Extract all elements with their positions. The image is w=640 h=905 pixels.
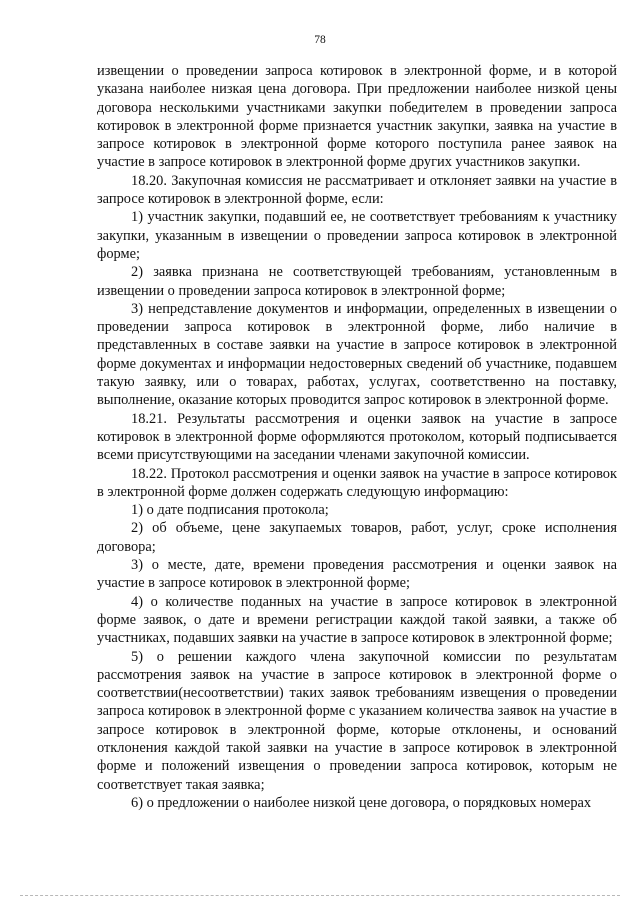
list-item-18-22-1: 1) о дате подписания протокола;: [131, 502, 329, 519]
paragraph-continuation: извещении о проведении запроса котировок в электронной форме, и в которой указана наиболее низкая цена договора. При предложении наиболее низкой цены договора несколькими участниками закупки победителем в проведении запроса котировок в электронной форме признается участник закупки, заявка на участие в запросе котировок в электронной форме которого поступила ранее заявок на участие в запросе котировок в электронной форме других участников закупки.: [97, 63, 617, 171]
paragraph-18-21: 18.21. Результаты рассмотрения и оценки заявок на участие в запросе котировок в электронной форме оформляются протоколом, который подписывается всеми присутствующими на заседании членами закупочной комиссии.: [97, 410, 617, 464]
list-item-18-22-4: 4) о количестве поданных на участие в запросе котировок в электронной форме заявок, о дате и времени регистрации каждой такой заявки, а также об участниках, подавших заявки на участие в запросе котировок в электронной форме;: [97, 593, 617, 647]
list-item-18-20-2: 2) заявка признана не соответствующей требованиям, установленным в извещении о проведении запроса котировок в электронной форме;: [97, 264, 617, 299]
list-item-18-20-3: 3) непредставление документов и информации, определенных в извещении о проведении запроса котировок в электронной форме, либо наличие в представленных в составе заявки на участие в запросе котировок в электронной форме документах и информации недостоверных сведений об участнике, подавшем такую заявку, или о товарах, работах, услугах, соответственно на поставку, выполнение, оказание которых проводится запрос котировок в электронной форме.: [97, 300, 617, 409]
list-item-18-22-2: 2) об объеме, цене закупаемых товаров, работ, услуг, сроке исполнения договора;: [97, 520, 617, 555]
paragraph-18-22: 18.22. Протокол рассмотрения и оценки заявок на участие в запросе котировок в электронной форме должен содержать следующую информацию:: [97, 465, 617, 500]
page-number: 78: [314, 34, 326, 46]
page-bottom-divider: [20, 895, 620, 896]
list-item-18-20-1: 1) участник закупки, подавший ее, не соответствует требованиям к участнику закупки, указанным в извещении о проведении запроса котировок в электронной форме;: [97, 209, 617, 262]
list-item-18-22-6: 6) о предложении о наиболее низкой цене договора, о порядковых номерах: [131, 794, 592, 811]
document-body: [97, 62, 617, 812]
list-item-18-22-5: 5) о решении каждого члена закупочной комиссии по результатам рассмотрения заявок на участие в запросе котировок в электронной форме о соответствии(несоответствии) таких заявок требованиям извещения о проведении запроса котировок в электронной форме с указанием количества заявок на участие в запросе котировок в электронной форме, которые отклонены, и оснований отклонения каждой такой заявки на участие в запросе котировок в электронной форме и положений извещения о проведении запроса котировок, которым не соответствует такая заявка;: [97, 648, 617, 793]
list-item-18-22-3: 3) о месте, дате, времени проведения рассмотрения и оценки заявок на участие в запросе котировок в электронной форме;: [97, 557, 617, 592]
paragraph-18-20: 18.20. Закупочная комиссия не рассматривает и отклоняет заявки на участие в запросе котировок в электронной форме, если:: [97, 172, 617, 208]
